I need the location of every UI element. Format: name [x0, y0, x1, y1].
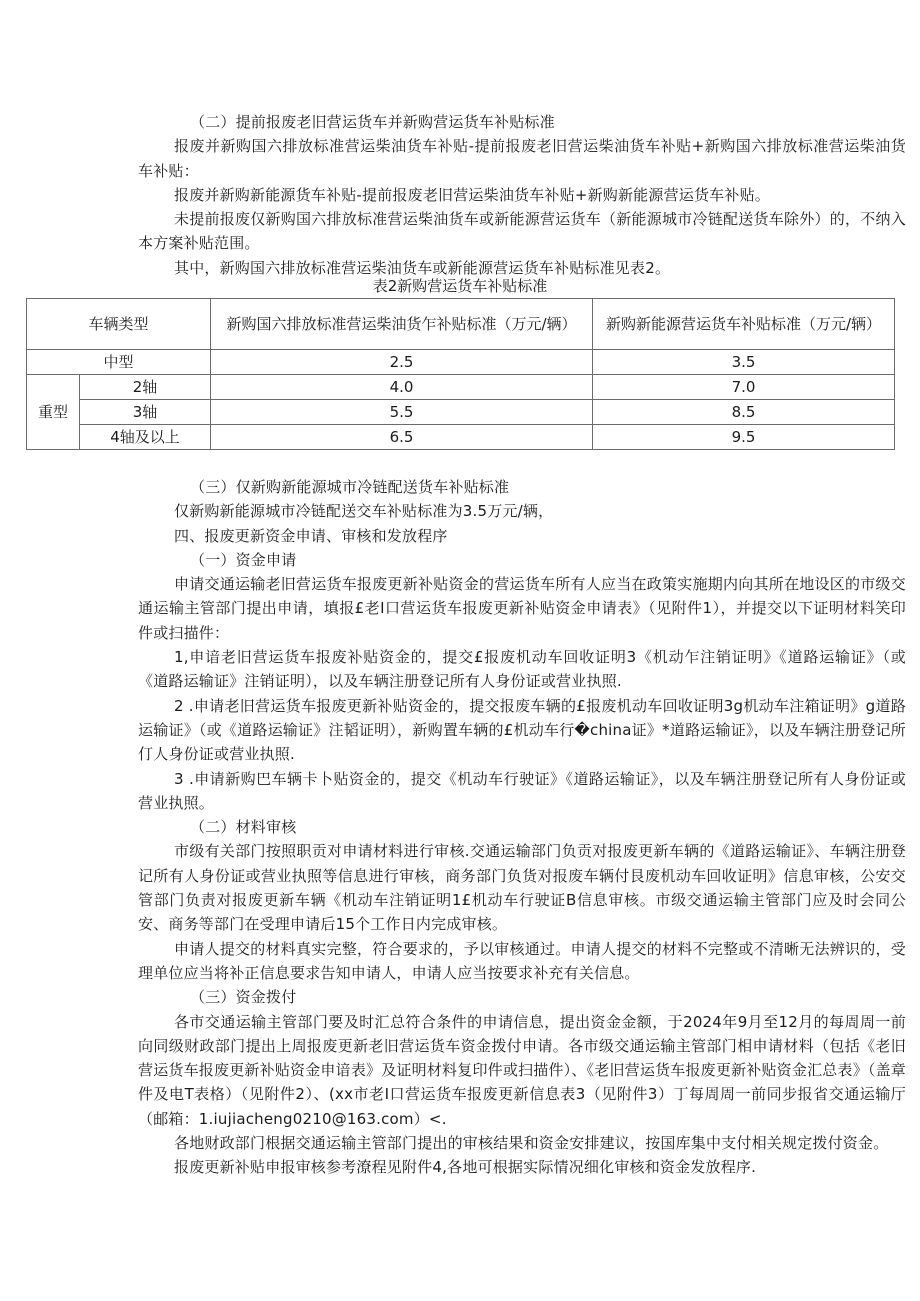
paragraph: 报废更新补贴申报审核参考潦程见附件4,各地可根据实际情况细化审核和资金发放程序. — [174, 1158, 757, 1177]
paragraph: 市级有关部门按照职贡对申请材料进行审核.交通运输部门负贡对报废更新车辆的《道路运输证》、车辆注册登记所有人身份证或营业执照等信息进行审核，商务部门负货对报废车辆付艮废机动车回收证明》信息审核，公安交管部门负责对报废更新车辆《机动车注销证明1£机动车行驶证B信息审核。市级交通运输主管部门应及时会同公安、商务等部门在受理申请后15个工作日内完成审核。 — [138, 842, 906, 934]
section-2 — [138, 110, 906, 280]
paragraph: 各地财政部门根据交通运输主管部门提出的审核结果和资金安排建议，按国库集中支付相关规定拨付资金。 — [174, 1134, 889, 1153]
subsidy-standard-table — [26, 298, 895, 450]
cell-diesel: 2.5 — [211, 350, 593, 375]
paragraph: 仅新购新能源城市冷链配送交车补贴标准为3.5万元/辆， — [174, 502, 554, 521]
paragraph: 未提前报废仅新购国六排放标准营运柴油货车或新能源营运货车（新能源城市冷链配送货车除外）的，不纳入本方案补贴范围。 — [138, 210, 906, 253]
cell-vehicle-type: 中型 — [27, 350, 211, 375]
header-vehicle-type: 车辆类型 — [27, 299, 211, 350]
paragraph: 报废并新购新能源货车补贴-提前报废老旧营运柴油货车补贴+新购新能源营运货车补贴。 — [174, 185, 770, 204]
cell-axle: 3轴 — [80, 400, 211, 425]
table-header-row — [27, 299, 895, 350]
header-diesel-subsidy: 新购国六排放标准营运柴油货乍补贴标准（万元/辆） — [211, 299, 593, 350]
cell-ev: 3.5 — [593, 350, 895, 375]
part-4-heading: 四、报废更新资金申请、审核和发放程序 — [174, 526, 448, 545]
paragraph: 申请交通运输老旧营运货车报废更新补贴资金的营运货车所有人应当在政策实施期内向其所在地设区的市级交通运输主管部门提出申请，填报£老I口营运货车报废更新补贴资金申请表》（见附件1），并提交以下证明材料笑印件或扫描件： — [138, 575, 906, 642]
sub3-heading: （三）资金拨付 — [190, 988, 297, 1007]
paragraph: 2 .申请老旧营运货车报废更新补贴资金的，提交报废车辆的£报废机动车回收证明3g机动车注箱证明》g道路运输证》（或《道路运输证》注韬证明），新购置车辆的£机动车行�china证》*道路运输证》，以及车辆注册登记所仃人身份证或营业执照. — [138, 696, 906, 764]
table-row — [27, 400, 895, 425]
paragraph: 3 .申请新购巴车辆卡卜贴资金的，提交《机动车行驶证》《道路运输证》，以及车辆注册登记所有人身份证或营业执照。 — [138, 769, 906, 812]
paragraph: 各市交通运输主管部门要及时汇总符合条件的申请信息，提出资金金额，于2024年9月至12月的每周周一前向同级财政部门提出上周报废更新老旧营运货车资金拨付申请。各市级交通运输主管部门相申请材料（包括《老旧营运货车报废更新补贴资金申谙表》及证明材料复印件或扫描件）、《老旧营运货车报废更新补贴资金汇总表》（盖章件及电T表格）（见附件2）、(xx市老I口营运货车报废更新信息表3（见附件3）丁每周周一前同步报省交通运输厅（邮箱：1.iujiacheng0210@163.com）<. — [138, 1012, 906, 1128]
header-ev-subsidy: 新购新能源营运货车补贴标准（万元/辆） — [593, 299, 895, 350]
section-2-heading: （二）提前报废老旧营运货车并新购营运货车补贴标准 — [190, 113, 555, 131]
cell-diesel: 6.5 — [211, 425, 593, 450]
cell-diesel: 5.5 — [211, 400, 593, 425]
paragraph: 其中，新购国六排放标准营运柴油货车或新能源营运货车补贴标准见表2。 — [174, 258, 671, 277]
paragraph: 申请人提交的材料真实完整，符合要求的，予以审核通过。申请人提交的材料不完整或不清晰无法辨识的，受理单位应当将补正信息要求告知申请人，申请人应当按要求补充有关信息。 — [138, 939, 906, 982]
cell-ev: 9.5 — [593, 425, 895, 450]
table-row — [27, 375, 895, 400]
table-row — [27, 350, 895, 375]
cell-ev: 7.0 — [593, 375, 895, 400]
cell-vehicle-group: 重型 — [27, 375, 80, 450]
cell-axle: 2轴 — [80, 375, 211, 400]
sub2-heading: （二）材料审核 — [190, 818, 297, 837]
paragraph: 1,申谙老旧营运货车报废补贴资金的，提交£报废机动车回收证明3《机动乍注销证明》《道路运输证》（或《道路运输证》注销证明），以及车辆注册登记所有人身份证或营业执照. — [138, 648, 906, 691]
paragraph: 报废并新购国六排放标准营运柴油货车补贴-提前报废老旧营运柴油货车补贴+新购国六排放标准营运柴油货车补贴： — [138, 137, 906, 180]
section-3-and-part-4 — [138, 475, 906, 1180]
cell-axle: 4轴及以上 — [80, 425, 211, 450]
section-3-heading: （三）仅新购新能源城市冷链配送货车补贴标准 — [190, 478, 510, 496]
sub1-heading: （一）资金申请 — [190, 550, 297, 569]
cell-ev: 8.5 — [593, 400, 895, 425]
table-row — [27, 425, 895, 450]
cell-diesel: 4.0 — [211, 375, 593, 400]
table-caption: 表2新购营运货车补贴标准 — [372, 277, 548, 295]
